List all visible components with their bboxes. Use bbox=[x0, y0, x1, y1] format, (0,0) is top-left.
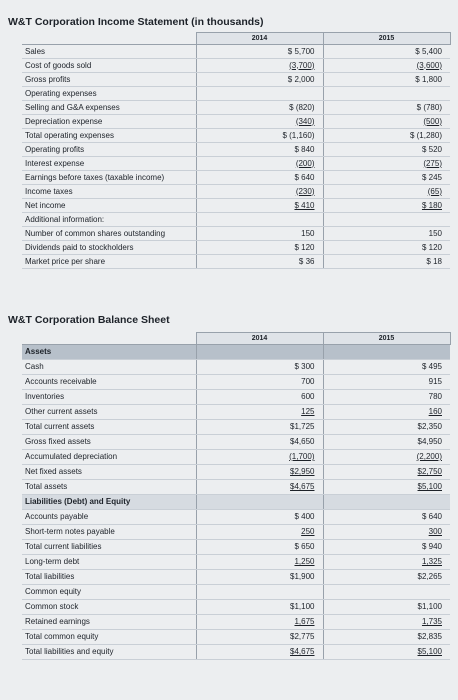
value-2014 bbox=[196, 213, 323, 227]
value-2015: 150 bbox=[323, 227, 450, 241]
value-2014: $4,650 bbox=[196, 435, 323, 450]
value-2015: 1,325 bbox=[323, 555, 450, 570]
table-row bbox=[22, 59, 450, 73]
value-2014: 125 bbox=[196, 405, 323, 420]
year-2014-header: 2014 bbox=[196, 333, 323, 345]
table-row bbox=[22, 45, 450, 59]
row-label: Earnings before taxes (taxable income) bbox=[22, 171, 196, 185]
row-label: Sales bbox=[22, 45, 196, 59]
balance-sheet-title: W&T Corporation Balance Sheet bbox=[8, 314, 170, 326]
value-2015: $5,100 bbox=[323, 645, 450, 660]
value-2015: $ 940 bbox=[323, 540, 450, 555]
table-row bbox=[22, 435, 450, 450]
table-row bbox=[22, 213, 450, 227]
value-2014: 1,675 bbox=[196, 615, 323, 630]
row-label: Net income bbox=[22, 199, 196, 213]
value-2014: $ 400 bbox=[196, 510, 323, 525]
row-label: Other current assets bbox=[22, 405, 196, 420]
value-2015: $ 180 bbox=[323, 199, 450, 213]
year-2015-header: 2015 bbox=[323, 333, 450, 345]
row-label: Total current liabilities bbox=[22, 540, 196, 555]
value-2014: $ 120 bbox=[196, 241, 323, 255]
row-label: Depreciation expense bbox=[22, 115, 196, 129]
row-label: Common stock bbox=[22, 600, 196, 615]
value-2015: $ 520 bbox=[323, 143, 450, 157]
value-2014: $ 300 bbox=[196, 360, 323, 375]
table-row bbox=[22, 555, 450, 570]
table-row bbox=[22, 360, 450, 375]
value-2015: $ 1,800 bbox=[323, 73, 450, 87]
label-column-header bbox=[22, 33, 196, 45]
value-2014: $ (820) bbox=[196, 101, 323, 115]
value-2015: 300 bbox=[323, 525, 450, 540]
value-2015: $2,350 bbox=[323, 420, 450, 435]
value-2014: $ (1,160) bbox=[196, 129, 323, 143]
value-2015 bbox=[323, 87, 450, 101]
value-2015: $ 495 bbox=[323, 360, 450, 375]
row-label: Dividends paid to stockholders bbox=[22, 241, 196, 255]
value-2015: $ 5,400 bbox=[323, 45, 450, 59]
value-2015: $4,950 bbox=[323, 435, 450, 450]
table-row bbox=[22, 115, 450, 129]
table-row bbox=[22, 255, 450, 269]
value-2014: 600 bbox=[196, 390, 323, 405]
value-2015 bbox=[323, 213, 450, 227]
value-2014: 250 bbox=[196, 525, 323, 540]
table-row bbox=[22, 101, 450, 115]
row-label: Long-term debt bbox=[22, 555, 196, 570]
table-row bbox=[22, 241, 450, 255]
row-label: Cost of goods sold bbox=[22, 59, 196, 73]
value-2015: $ 245 bbox=[323, 171, 450, 185]
row-label: Gross profits bbox=[22, 73, 196, 87]
value-2015: 780 bbox=[323, 390, 450, 405]
value-2015: $ 18 bbox=[323, 255, 450, 269]
row-label: Total assets bbox=[22, 480, 196, 495]
table-row bbox=[22, 540, 450, 555]
value-2014: 150 bbox=[196, 227, 323, 241]
value-2014: $2,775 bbox=[196, 630, 323, 645]
value-2014: $ 650 bbox=[196, 540, 323, 555]
value-2015: 915 bbox=[323, 375, 450, 390]
table-row bbox=[22, 375, 450, 390]
value-2015: (2,200) bbox=[323, 450, 450, 465]
row-label: Total liabilities bbox=[22, 570, 196, 585]
row-label: Income taxes bbox=[22, 185, 196, 199]
row-label: Short-term notes payable bbox=[22, 525, 196, 540]
table-row bbox=[22, 157, 450, 171]
value-2015: $ 640 bbox=[323, 510, 450, 525]
value-2015: $2,835 bbox=[323, 630, 450, 645]
value-2014 bbox=[196, 87, 323, 101]
value-2015: (275) bbox=[323, 157, 450, 171]
value-2015 bbox=[323, 345, 450, 360]
row-label: Accumulated depreciation bbox=[22, 450, 196, 465]
row-label: Cash bbox=[22, 360, 196, 375]
value-2015: (500) bbox=[323, 115, 450, 129]
row-label: Market price per share bbox=[22, 255, 196, 269]
value-2015: (65) bbox=[323, 185, 450, 199]
value-2014: $ 410 bbox=[196, 199, 323, 213]
value-2014: $ 2,000 bbox=[196, 73, 323, 87]
value-2015: $2,265 bbox=[323, 570, 450, 585]
value-2014: (1,700) bbox=[196, 450, 323, 465]
label-column-header bbox=[22, 333, 196, 345]
value-2015: $1,100 bbox=[323, 600, 450, 615]
table-row bbox=[22, 645, 450, 660]
row-label: Inventories bbox=[22, 390, 196, 405]
row-label: Operating expenses bbox=[22, 87, 196, 101]
row-label: Retained earnings bbox=[22, 615, 196, 630]
table-row bbox=[22, 405, 450, 420]
value-2015 bbox=[323, 585, 450, 600]
year-2014-header: 2014 bbox=[196, 33, 323, 45]
table-row bbox=[22, 87, 450, 101]
table-row bbox=[22, 525, 450, 540]
value-2014: $4,675 bbox=[196, 480, 323, 495]
value-2014: $2,950 bbox=[196, 465, 323, 480]
value-2014: (3,700) bbox=[196, 59, 323, 73]
table-row bbox=[22, 171, 450, 185]
value-2014: $ 36 bbox=[196, 255, 323, 269]
income-statement-table bbox=[22, 32, 451, 269]
row-label: Total current assets bbox=[22, 420, 196, 435]
value-2015: 1,735 bbox=[323, 615, 450, 630]
row-label: Total liabilities and equity bbox=[22, 645, 196, 660]
table-row bbox=[22, 450, 450, 465]
value-2015: (3,600) bbox=[323, 59, 450, 73]
value-2015: $ (780) bbox=[323, 101, 450, 115]
income-statement-title: W&T Corporation Income Statement (in thousands) bbox=[8, 16, 264, 28]
value-2014: $1,100 bbox=[196, 600, 323, 615]
table-row bbox=[22, 495, 450, 510]
value-2014: 700 bbox=[196, 375, 323, 390]
value-2014: $ 5,700 bbox=[196, 45, 323, 59]
value-2014 bbox=[196, 585, 323, 600]
value-2014: $4,675 bbox=[196, 645, 323, 660]
row-label: Total common equity bbox=[22, 630, 196, 645]
row-label: Selling and G&A expenses bbox=[22, 101, 196, 115]
table-row bbox=[22, 585, 450, 600]
value-2015: $2,750 bbox=[323, 465, 450, 480]
balance-sheet-table bbox=[22, 332, 451, 660]
value-2015: 160 bbox=[323, 405, 450, 420]
table-row bbox=[22, 600, 450, 615]
table-row bbox=[22, 390, 450, 405]
year-2015-header: 2015 bbox=[323, 33, 450, 45]
row-label: Accounts receivable bbox=[22, 375, 196, 390]
row-label: Accounts payable bbox=[22, 510, 196, 525]
value-2014: (200) bbox=[196, 157, 323, 171]
value-2014: $ 840 bbox=[196, 143, 323, 157]
table-row bbox=[22, 420, 450, 435]
value-2014: $1,725 bbox=[196, 420, 323, 435]
table-row bbox=[22, 570, 450, 585]
row-label: Liabilities (Debt) and Equity bbox=[22, 495, 196, 510]
table-row bbox=[22, 345, 450, 360]
row-label: Interest expense bbox=[22, 157, 196, 171]
value-2014: $1,900 bbox=[196, 570, 323, 585]
table-row bbox=[22, 227, 450, 241]
value-2014: 1,250 bbox=[196, 555, 323, 570]
value-2014: $ 640 bbox=[196, 171, 323, 185]
table-row bbox=[22, 465, 450, 480]
row-label: Operating profits bbox=[22, 143, 196, 157]
row-label: Number of common shares outstanding bbox=[22, 227, 196, 241]
table-row bbox=[22, 129, 450, 143]
value-2014 bbox=[196, 345, 323, 360]
value-2014 bbox=[196, 495, 323, 510]
row-label: Common equity bbox=[22, 585, 196, 600]
table-row bbox=[22, 143, 450, 157]
row-label: Additional information: bbox=[22, 213, 196, 227]
row-label: Gross fixed assets bbox=[22, 435, 196, 450]
value-2015: $ 120 bbox=[323, 241, 450, 255]
table-row bbox=[22, 630, 450, 645]
table-row bbox=[22, 73, 450, 87]
table-row bbox=[22, 185, 450, 199]
table-row bbox=[22, 199, 450, 213]
value-2014: (340) bbox=[196, 115, 323, 129]
row-label: Assets bbox=[22, 345, 196, 360]
value-2015 bbox=[323, 495, 450, 510]
value-2015: $5,100 bbox=[323, 480, 450, 495]
table-row bbox=[22, 510, 450, 525]
table-row bbox=[22, 615, 450, 630]
row-label: Total operating expenses bbox=[22, 129, 196, 143]
value-2014: (230) bbox=[196, 185, 323, 199]
table-row bbox=[22, 480, 450, 495]
row-label: Net fixed assets bbox=[22, 465, 196, 480]
value-2015: $ (1,280) bbox=[323, 129, 450, 143]
